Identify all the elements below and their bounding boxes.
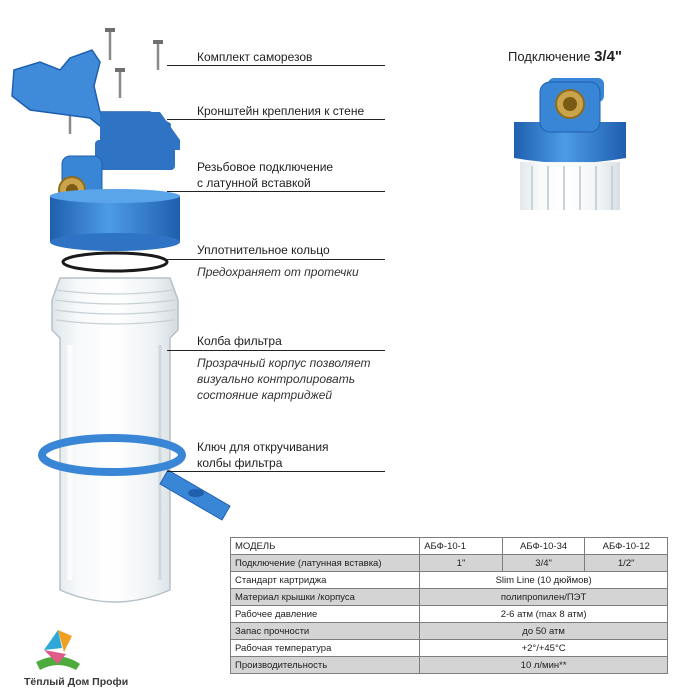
o-ring-icon (63, 253, 167, 271)
callout-key-line2: колбы фильтра (197, 456, 283, 470)
callout-bowl-title: Колба фильтра (197, 334, 282, 348)
connection-label-text: Подключение (508, 49, 591, 64)
spec-cell: до 50 атм (420, 623, 668, 640)
callout-ring (197, 242, 359, 280)
callout-key (197, 439, 329, 471)
callout-screws (197, 49, 312, 65)
spec-header-row (231, 538, 668, 555)
callout-key-line1: Ключ для откручивания (197, 440, 329, 454)
callout-bowl-desc3: состояние картриджей (197, 388, 333, 402)
spec-header-col2: АБФ-10-34 (502, 538, 585, 555)
wall-bracket-icon (12, 50, 180, 150)
spec-row-label: Рабочее давление (231, 606, 420, 623)
spec-row (231, 589, 668, 606)
spec-row (231, 623, 668, 640)
spec-header-col3: АБФ-10-12 (585, 538, 668, 555)
spec-cell: +2°/+45°C (420, 640, 668, 657)
callout-thread (197, 159, 333, 191)
spec-header-col1: АБФ-10-1 (420, 538, 503, 555)
callout-bowl-desc2: визуально контролировать (197, 372, 356, 386)
spec-cell: 2-6 атм (max 8 атм) (420, 606, 668, 623)
spec-row (231, 555, 668, 572)
spec-row-label: Материал крышки /корпуса (231, 589, 420, 606)
spec-cell: 3/4" (502, 555, 585, 572)
callout-bracket-title: Кронштейн крепления к стене (197, 104, 365, 118)
spec-cell: полипропилен/ПЭТ (420, 589, 668, 606)
callout-screws-title: Комплект саморезов (197, 50, 313, 64)
spec-row (231, 657, 668, 674)
connection-label (508, 48, 622, 65)
spec-cell: Slim Line (10 дюймов) (420, 572, 668, 589)
callout-bowl (197, 333, 370, 403)
spec-header-model: МОДЕЛЬ (231, 538, 420, 555)
spec-cell: 10 л/мин** (420, 657, 668, 674)
filter-cap-icon (50, 140, 180, 251)
spec-cell: 1/2" (585, 555, 668, 572)
brand-logo (36, 630, 80, 670)
callout-bracket (197, 103, 364, 119)
brand-name: Тёплый Дом Профи (24, 676, 129, 688)
callout-thread-line1: Резьбовое подключение (197, 160, 334, 174)
callout-thread-line2: с латунной вставкой (197, 176, 311, 190)
spec-row-label: Стандарт картриджа (231, 572, 420, 589)
spec-row-label: Рабочая температура (231, 640, 420, 657)
spec-row (231, 640, 668, 657)
spec-row-label: Подключение (латунная вставка) (231, 555, 420, 572)
spec-row (231, 572, 668, 589)
callout-ring-desc: Предохраняет от протечки (197, 265, 359, 279)
spec-row-label: Производительность (231, 657, 420, 674)
spec-cell: 1" (420, 555, 503, 572)
callout-bowl-desc1: Прозрачный корпус позволяет (197, 356, 371, 370)
spec-table (230, 537, 668, 674)
spec-row-label: Запас прочности (231, 623, 420, 640)
cap-closeup-icon (514, 78, 626, 210)
callout-ring-title: Уплотнительное кольцо (197, 243, 330, 257)
connection-size: 3/4" (594, 48, 623, 65)
spec-row (231, 606, 668, 623)
